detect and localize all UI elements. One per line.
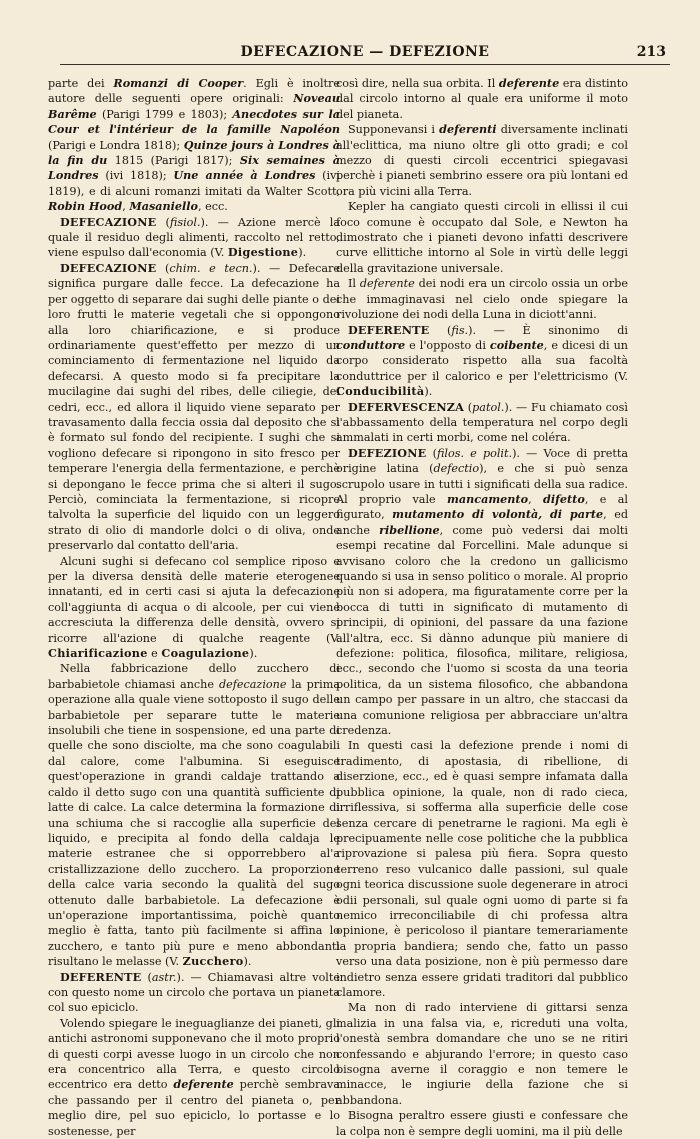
entry-term: DEFERENTE (60, 969, 142, 984)
paragraph-sughi: Alcuni sughi si defecano col semplice riposo e per la diversa densità delle materie eterogenee innatanti, ed in certi casi si ajuta la defecazione coll'aggiunta di acqua o di alcoole, per cui viene accresciuta la differenza delle densità, ovvero si ricorre all'azione di qualche reagente (V. Chiarificazione e Coagulazione). (48, 554, 340, 661)
left-column (48, 76, 340, 1139)
paragraph-pianeti: Volendo spiegare le ineguaglianze dei pianeti, gli antichi astronomi supponevano che il moto proprio di questi corpi avesse luogo in un circolo che non era concentrico alla Terra, e questo circolo eccentrico era detto deferente perchè sembrava che passando per il centro del pianeta o, per meglio dire, pel suo epiciclo, lo portasse e lo sostenesse, per (48, 1016, 341, 1138)
paragraph-falsa-via: Ma non di rado interviene di gittarsi senza malizia in una falsa via, e, ricreduti una volta, l'onestà sembra domandare che uno se ne ritiri confessando e abjurando l'errore; in questo caso bisogna averne il coraggio e non temere le minacce, le ingiurie della fazione che si abbandona. (336, 1001, 628, 1107)
paragraph-zucchero: Nella fabbricazione dello zucchero di barbabietole chiamasi anche defecazione la prima operazione alla quale viene sottoposto il sugo delle barbabietole per separare tutte le materie insolubili che tiene in sospensione, ed una parte di quelle che sono disciolte, ma che sono coagulabili dal calore, come l'albumina. Si eseguisce quest'operazione in grandi caldaje trattando a caldo il detto sugo con una quantità sufficiente di latte di calce. La calce determina la formazione di una schiuma che si raccoglie alla superficie del liquido, e precipita al fondo della caldaja le materie estranee che si opporrebbero al'a cristallizzazione dello zucchero. La proporzione della calce varia secondo la qualità del sugo ottenuto dalle barbabietole. La defecazione è un'operazione importantissima, poichè quanto meglio è fatta, tanto più facilmente si affina lo zucchero, e tanto più pure e meno abbondanti risultano le melasse (V. Zucchero). (48, 662, 340, 969)
paragraph-deferenti-inclinati: Supponevansi i deferenti diversamente inclinati all'eclittica, ma niuno oltre gli otto gradi; e col mezzo di questi circoli eccentrici spiegavasi perchè i pianeti sembrino essere ora più lontani ed ora più vicini alla Terra. (336, 122, 628, 198)
paragraph-orbita: così dire, nella sua orbita. Il deferente era distinto dal circolo intorno al quale era uniforme il moto del pianeta. (336, 76, 628, 121)
paragraph-cooper-works: parte dei Romanzi di Cooper. Egli è inoltre autore delle seguenti opere originali: Noveau Barême (Parigi 1799 e 1803); Anecdotes sur la Cour et l'intérieur de la famille Napoléon (Parigi e Londra 1818); Quinze jours à Londres à la fin du 1815 (Parigi 1817); Six semaines à Londres (ivi 1818); Une année à Londres (ivi 1819), e di alcuni romanzi imitati da Walter Scott, Robin Hood, Masaniello, ecc. (48, 76, 341, 214)
entry-deferente-astr: DEFERENTE (astr.). — Chiamavasi altre volte con questo nome un circolo che portava un pianeta col suo epiciclo. (48, 969, 341, 1015)
entry-defecazione-fisiol: DEFECAZIONE (fisiol.). — Azione mercè la quale il residuo degli alimenti, raccolto nel retto, viene espulso dall'economia (V. Digestione). (48, 214, 340, 260)
entry-term: DEFECAZIONE (60, 260, 157, 275)
entry-defezione: DEFEZIONE (filos. e polit.). — Voce di pretta origine latina (defectio), e che si può senza scrupolo usare in tutti i significati della sua radice. Al proprio vale mancamento, difetto, e al figurato, mutamento di volontà, di parte, ed anche ribellione, come può vedersi dai molti esempi recatine dal Forcellini. Male adunque si avvisano coloro che la credono un gallicismo quando si usa in senso politico o morale. Al proprio più non si adopera, ma figuratamente corre per la bocca di tutti in significato di mutamento di principii, di opinioni, del passare da una fazione all'altra, ecc. Si dànno adunque più maniere di defezione: politica, filosofica, militare, religiosa, ecc., secondo che l'uomo si scosta da una teoria politica, da un sistema filosofico, che abbandona un campo per passare in un altro, che staccasi da una comunione religiosa per abbracciare un'altra credenza. (336, 445, 629, 738)
running-title: DEFECAZIONE — DEFEZIONE (240, 44, 490, 60)
paragraph-kepler: Kepler ha cangiato questi circoli in ellissi il cui foco comune è occupato dal Sole, e Newton ha dimostrato che i pianeti devono infatti descrivere curve ellittiche intorno al Sole in virtù delle leggi della gravitazione universale. (336, 200, 628, 275)
entry-deferente-fis: DEFERENTE (fis.). — È sinonimo di conduttore e l'opposto di coibente, e dicesi di un corpo considerato rispetto alla sua facoltà conduttrice per il calorico e per l'elettricismo (V. Conducibilità). (336, 322, 628, 399)
entry-term: DEFERVESCENZA (348, 399, 464, 414)
paragraph-tradimento: In questi casi la defezione prende i nomi di tradimento, di apostasia, di ribellione, di diserzione, ecc., ed è quasi sempre infamata dalla pubblica opinione, la quale, non di rado cieca, irriflessiva, si sofferma alla superficie delle cose senza cercare di penetrarne le ragioni. Ma egli è precipuamente nelle cose politiche che la pubblica riprovazione si palesa più fiera. Sopra questo terreno reso vulcanico dalle passioni, sul quale ogni teorica discussione suole degenerare in atroci odii personali, sul quale ogni uomo di parte si fa nemico irreconciliabile di chi professa altra opinione, è pericoloso il piantare temerariamente la propria bandiera; sendo che, fatto un passo verso una data posizione, non è più permesso dare indietro senza essere gridati traditori dal pubblico clamore. (336, 739, 628, 999)
paragraph-colpa: Bisogna peraltro essere giusti e confessare che la colpa non è sempre degli uomini, ma il più delle (336, 1109, 628, 1138)
entry-defecazione-chim: DEFECAZIONE (chim. e tecn.). — Defecare significa purgare dalle fecce. La defecazione ha per oggetto di separare dai sughi delle piante o dei loro frutti le materie vegetali che si oppongono alla loro chiarificazione, e si produce ordinariamente quest'effetto per mezzo di un cominciamento di fermentazione nel liquido da defecarsi. A questo modo si fa precipitare la mucilagine dai sughi del ribes, delle ciliegie, dei cedri, ecc., ed allora il liquido viene separato per travasamento dalla feccia ossia dal deposito che si è formato sul fondo del recipiente. I sughi che si vogliono defecare si ripongono in sito fresco per temperare l'energia della fermentazione, e perchè si depongano le fecce prima che si alteri il sugo. Perciò, cominciata la fermentazione, si ricopre talvolta la superficie del liquido con un leggero strato di olio di mandorle dolci o di oliva, onde preservarlo dal contatto dell'aria. (48, 260, 341, 553)
entry-term: DEFERENTE (348, 322, 430, 337)
right-column (336, 76, 628, 1139)
entry-defervescenza: DEFERVESCENZA (patol.). — Fu chiamato così l'abbassamento della temperatura nel corpo degli ammalati in certi morbi, come nel coléra. (336, 399, 628, 445)
page-header (60, 40, 670, 65)
page-number: 213 (636, 44, 666, 60)
paragraph-nodi: Il deferente dei nodi era un circolo ossia un orbe che immaginavasi nel cielo onde spiegare la rivoluzione dei nodi della Luna in diciott'anni. (336, 277, 628, 322)
entry-term: DEFECAZIONE (60, 214, 157, 229)
entry-term: DEFEZIONE (348, 445, 427, 460)
